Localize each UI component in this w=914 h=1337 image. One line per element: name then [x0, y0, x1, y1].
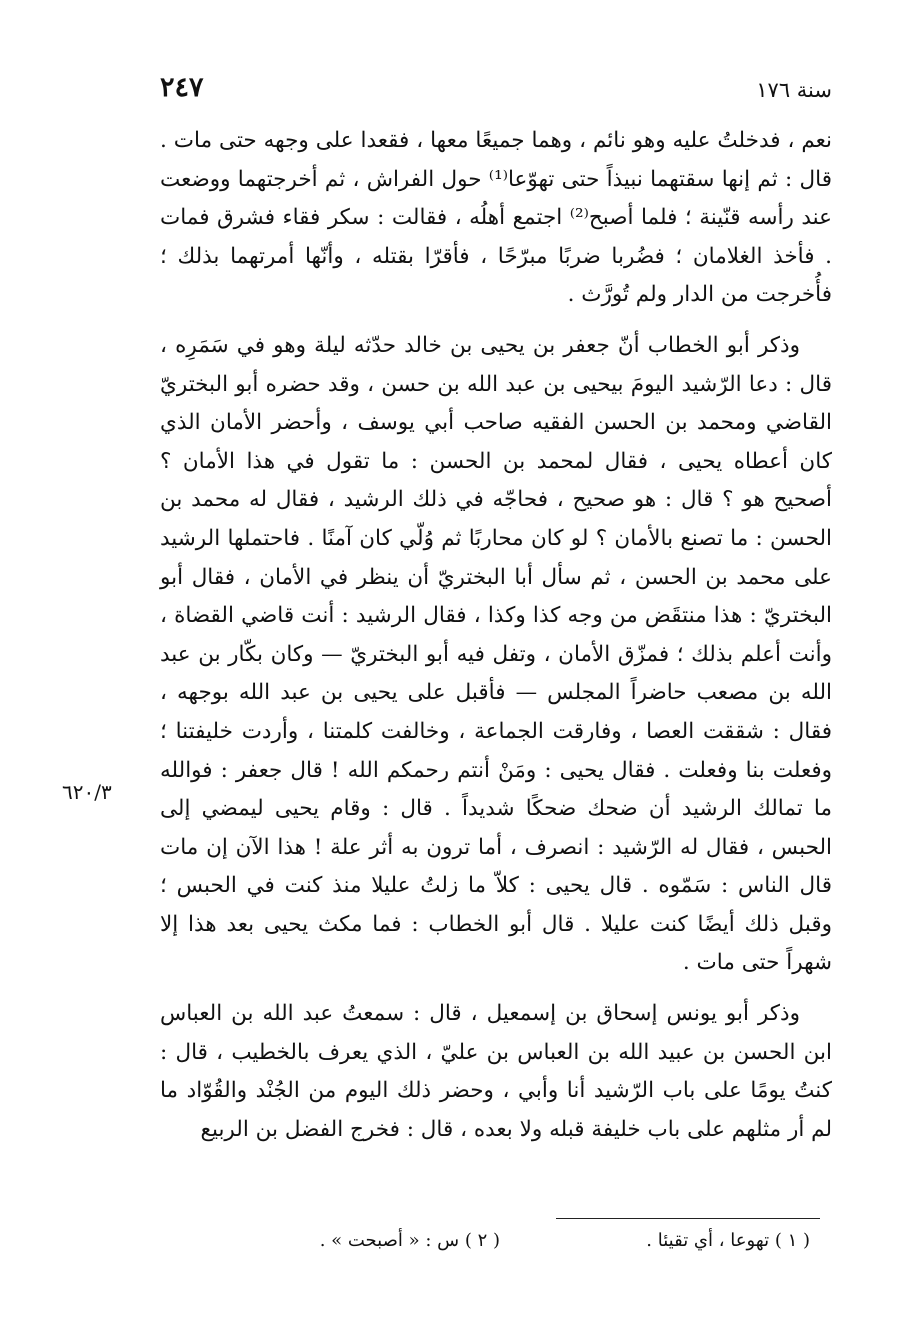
footnote-1: ( ١ ) تهوعا ، أي تقيئا .	[646, 1230, 810, 1251]
paragraph-1: نعم ، فدخلتُ عليه وهو نائم ، وهما جميعًا معها ، فقعدا على وجهه حتى مات . قال : ثم إنها سقتهما نبيذاً حتى تهوّعا⁽¹⁾ حول الفراش ، ثم أخرجتهما ووضعت عند رأسه قنّينة ؛ فلما أصبح⁽²⁾ اجتمع أهلُه ، فقالت : سكر فقاء فشرق فمات . فأخذ الغلامان ؛ فضُربا ضربًا مبرّحًا ، فأقرّا بقتله ، وأنّها أمرتهما بذلك ؛ فأُخرجت من الدار ولم تُورَّث .	[160, 128, 832, 308]
footnotes	[230, 1230, 810, 1262]
page-number: ٢٤٧	[160, 72, 204, 103]
running-head-year: سنة ١٧٦	[756, 78, 832, 102]
paragraph-3: وذكر أبو يونس إسحاق بن إسمعيل ، قال : سمعتُ عبد الله بن العباس ابن الحسن بن عبيد الله بن العباس بن عليّ ، الذي يعرف بالخطيب ، قال : كنتُ يومًا على باب الرّشيد أنا وأبي ، وحضر ذلك اليوم من الجُنْد والقُوّاد ما لم أر مثلهم على باب خليفة قبله ولا بعده ، قال : فخرج الفضل بن الربيع	[160, 1001, 832, 1142]
page-header	[160, 72, 832, 108]
margin-reference: ٦٢٠/٣	[62, 780, 112, 804]
paragraph-2: وذكر أبو الخطاب أنّ جعفر بن يحيى بن خالد حدّثه ليلة وهو في سَمَرِه ، قال : دعا الرّشيد اليومَ بيحيى بن عبد الله بن حسن ، وقد حضره أبو البختريّ القاضي ومحمد بن الحسن الفقيه صاحب أبي يوسف ، وأحضر الأمان الذي كان أعطاه يحيى ، فقال لمحمد بن الحسن : ما تقول في هذا الأمان ؟ أصحيح هو ؟ قال : هو صحيح ، فحاجّه في ذلك الرشيد ، فقال له محمد بن الحسن : ما تصنع بالأمان ؟ لو كان محاربًا ثم وُلّي كان آمنًا . فاحتملها الرشيد على محمد بن الحسن ، ثم سأل أبا البختريّ أن ينظر في الأمان ، فقال أبو البختريّ : هذا منتقَض من وجه كذا وكذا ، فقال الرشيد : أنت قاضي القضاة ، وأنت أعلم بذلك ؛ فمزّق الأمان ، وتفل فيه أبو البختريّ — وكان بكّار بن عبد الله بن مصعب حاضراً المجلس — فأقبل على يحيى بن عبد الله بوجهه ، فقال : شققت العصا ، وفارقت الجماعة ، وخالفت كلمتنا ، وأردت خليفتنا ؛ وفعلت بنا وفعلت . فقال يحيى : ومَنْ أنتم رحمكم الله ! قال جعفر : فوالله ما تمالك الرشيد أن ضحك ضحكًا شديداً . قال : وقام يحيى ليمضي إلى الحبس ، فقال له الرّشيد : انصرف ، أما ترون به أثر علة ! هذا الآن إن مات قال الناس : سَمّوه . قال يحيى : كلاّ ما زلتُ عليلا منذ كنت في الحبس ؛ وقبل ذلك أيضًا كنت عليلا . قال أبو الخطاب : فما مكث يحيى بعد هذا إلا شهراً حتى مات .	[160, 332, 832, 976]
footnote-2: ( ٢ ) س : « أصبحت » .	[319, 1230, 500, 1251]
main-text	[160, 122, 832, 1149]
footnote-divider	[556, 1218, 820, 1219]
